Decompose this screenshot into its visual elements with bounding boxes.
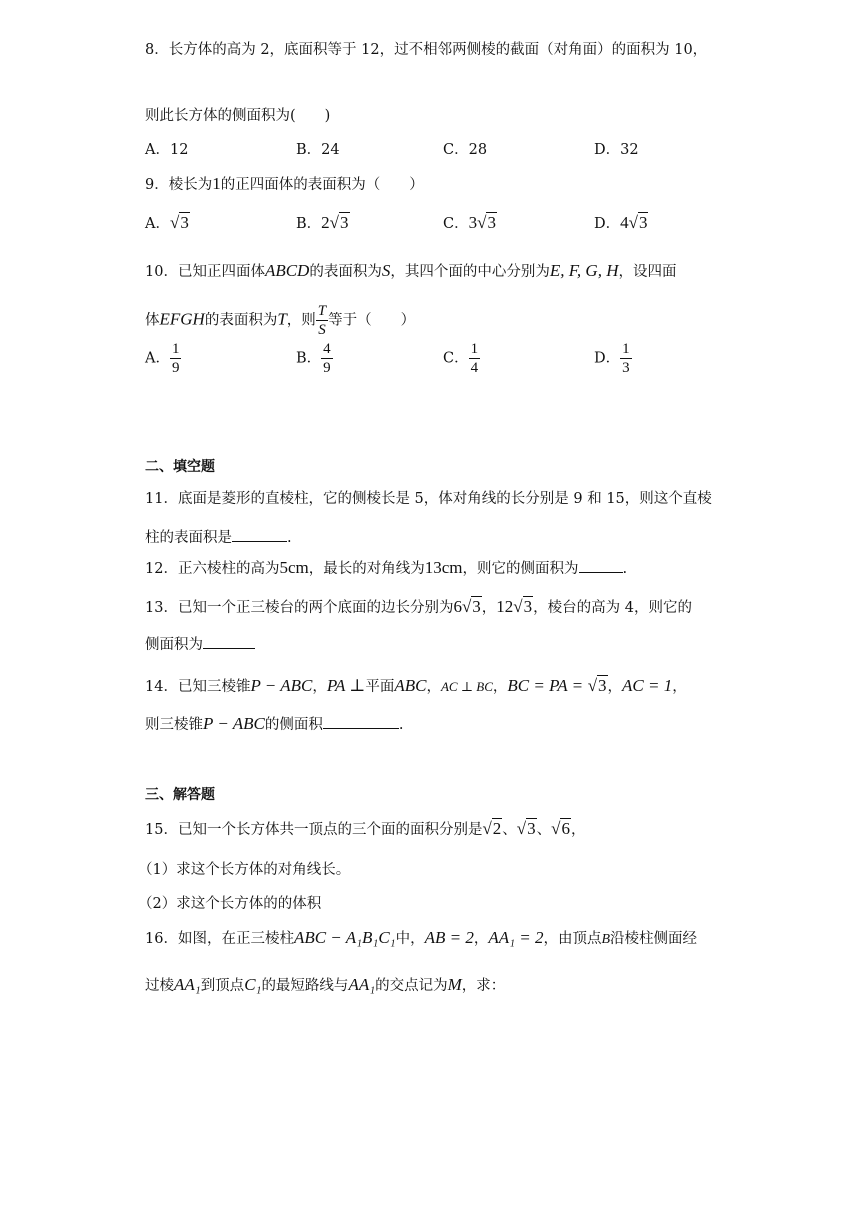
section-fill-in-title: 二、填空题 bbox=[145, 459, 215, 475]
section-solve-title: 三、解答题 bbox=[145, 787, 215, 803]
q10-option-d: D． $\frac{1}{3}$ bbox=[594, 341, 630, 376]
q9-option-a: A．√3 bbox=[145, 213, 189, 232]
q10-option-a: A． $\frac{1}{9}$ bbox=[145, 341, 180, 376]
q8-line2: 则此长方体的侧面积为( ) bbox=[145, 108, 331, 124]
q16-line2: 过棱AA₁到顶点C₁的最短路线与AA₁的交点记为M，求： bbox=[145, 975, 506, 994]
q15-stem: 15．已知一个长方体共一顶点的三个面的面积分别是√2、√3、√6， bbox=[145, 819, 586, 838]
q15-sub2: （2）求这个长方体的的体积 bbox=[138, 896, 322, 912]
q10-line2: 体EFGH的表面积为T，则 $\frac{T}{S}$ 等于（ ） bbox=[145, 303, 416, 338]
q10-fraction: $\frac{T}{S}$ bbox=[317, 303, 327, 338]
q16-line1: 16．如图，在正三棱柱ABC − A₁B₁C₁中，AB = 2，AA₁ = 2，由顶点B沿棱柱侧面经 bbox=[145, 928, 698, 947]
q8-option-a: A．12 bbox=[145, 142, 189, 158]
q10-option-c: C． $\frac{1}{4}$ bbox=[443, 341, 479, 376]
q12-line: 12．正六棱柱的高为5cm，最长的对角线为13cm，则它的侧面积为 . bbox=[145, 558, 628, 577]
q13-line1: 13．已知一个正三棱台的两个底面的边长分别为6√3，12√3，棱台的高为 4，则它的 bbox=[145, 597, 692, 616]
q11-line1: 11．底面是菱形的直棱柱，它的侧棱长是 5，体对角线的长分别是 9 和 15，则这个直棱 bbox=[145, 491, 712, 507]
q9-option-b: B．2√3 bbox=[296, 213, 349, 232]
q14-line2: 则三棱锥P − ABC的侧面积 . bbox=[145, 714, 404, 733]
q8-option-d: D．32 bbox=[594, 142, 639, 158]
q10-line1: 10．已知正四面体ABCD的表面积为S，其四个面的中心分别为E, F, G, H，设四面 bbox=[145, 261, 677, 280]
q15-sub1: （1）求这个长方体的对角线长。 bbox=[138, 862, 351, 878]
q9-stem: 9．棱长为1的正四面体的表面积为（ ） bbox=[145, 174, 424, 193]
q11-answer-blank bbox=[232, 527, 287, 542]
q13-line2: 侧面积为 bbox=[145, 634, 728, 656]
q10-option-b: B． $\frac{4}{9}$ bbox=[296, 341, 331, 376]
q8-option-b: B．24 bbox=[296, 142, 340, 158]
q14-answer-blank bbox=[323, 714, 399, 729]
q12-answer-blank bbox=[579, 558, 623, 573]
q14-line1: 14．已知三棱锥P − ABC，PA ⊥平面ABC，AC ⊥ BC，BC = PA = √3，AC = 1， bbox=[145, 676, 687, 695]
q9-option-c: C．3√3 bbox=[443, 213, 496, 232]
q9-option-d: D．4√3 bbox=[594, 213, 648, 232]
q11-line2: 柱的表面积是 . bbox=[145, 527, 728, 549]
q8-line1: 8．长方体的高为 2，底面积等于 12，过不相邻两侧棱的截面（对角面）的面积为 10， bbox=[145, 42, 708, 58]
q13-answer-blank bbox=[203, 634, 255, 649]
q8-option-c: C．28 bbox=[443, 142, 488, 158]
